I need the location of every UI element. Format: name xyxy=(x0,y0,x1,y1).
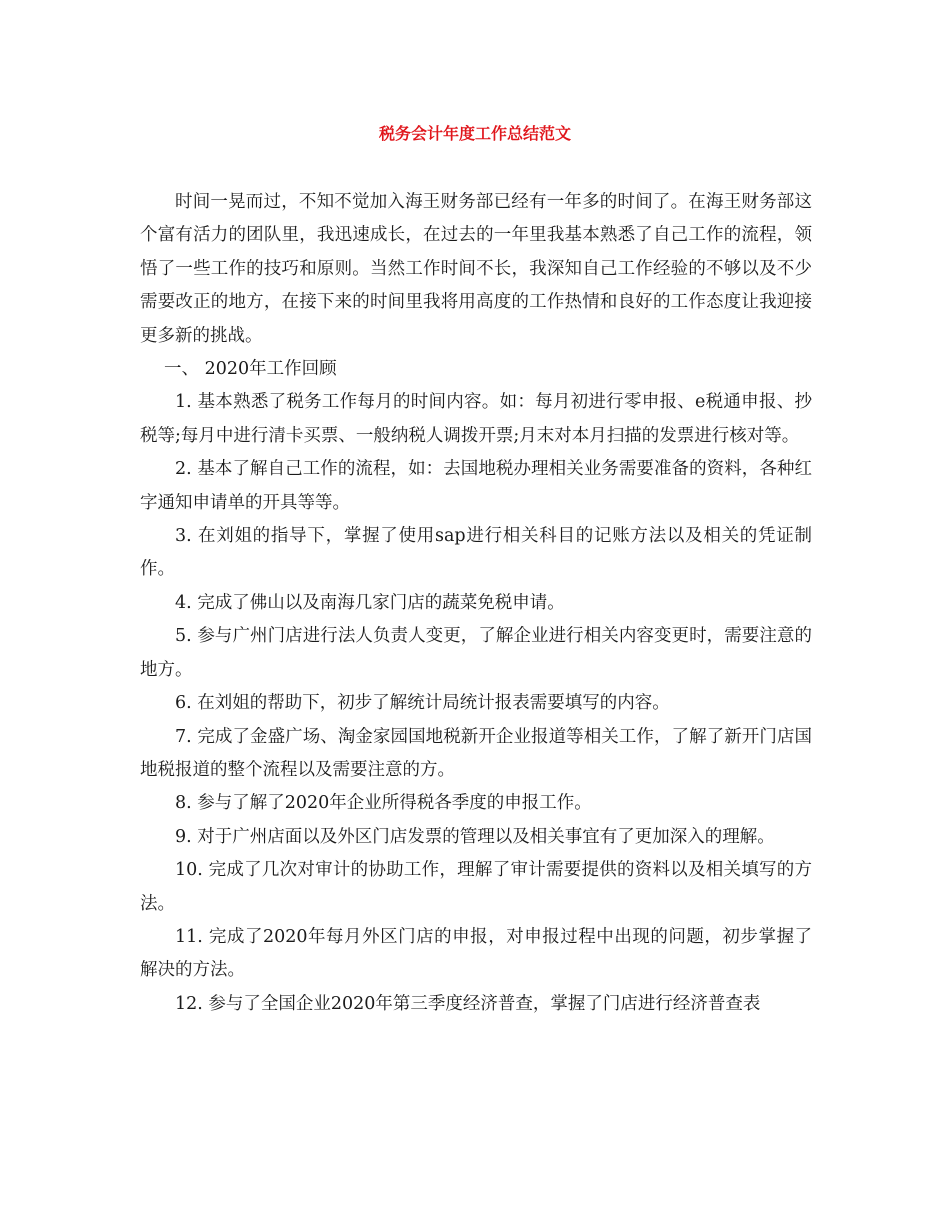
section-heading: 一、 2020年工作回顾 xyxy=(164,359,337,380)
document-body xyxy=(140,186,812,1021)
list-item: 1. 基本熟悉了税务工作每月的时间内容。如：每月初进行零申报、e税通申报、抄税等;每月中进行清卡买票、一般纳税人调拨开票;月末对本月扫描的发票进行核对等。 xyxy=(140,392,812,446)
list-item: 6. 在刘姐的帮助下，初步了解统计局统计报表需要填写的内容。 xyxy=(175,693,670,714)
intro-paragraph: 时间一晃而过，不知不觉加入海王财务部已经有一年多的时间了。在海王财务部这个富有活力的团队里，我迅速成长，在过去的一年里我基本熟悉了自己工作的流程，领悟了一些工作的技巧和原则。当然工作时间不长，我深知自己工作经验的不够以及不少需要改正的地方，在接下来的时间里我将用高度的工作热情和良好的工作态度让我迎接更多新的挑战。 xyxy=(140,192,812,346)
list-item: 4. 完成了佛山以及南海几家门店的蔬菜免税申请。 xyxy=(175,592,565,613)
list-item: 9. 对于广州店面以及外区门店发票的管理以及相关事宜有了更加深入的理解。 xyxy=(175,826,775,847)
list-item: 3. 在刘姐的指导下，掌握了使用sap进行相关科目的记账方法以及相关的凭证制作。 xyxy=(140,526,812,580)
list-item: 12. 参与了全国企业2020年第三季度经济普查，掌握了门店进行经济普查表 xyxy=(175,993,761,1014)
list-item: 8. 参与了解了2020年企业所得税各季度的申报工作。 xyxy=(175,793,592,814)
list-item: 10. 完成了几次对审计的协助工作，理解了审计需要提供的资料以及相关填写的方法。 xyxy=(140,860,812,914)
document-title: 税务会计年度工作总结范文 xyxy=(378,124,571,143)
list-item: 7. 完成了金盛广场、淘金家园国地税新开企业报道等相关工作，了解了新开门店国地税报道的整个流程以及需要注意的方。 xyxy=(140,726,812,780)
list-item: 11. 完成了2020年每月外区门店的申报，对申报过程中出现的问题，初步掌握了解决的方法。 xyxy=(140,926,812,981)
list-item: 2. 基本了解自己工作的流程，如：去国地税办理相关业务需要准备的资料，各种红字通知申请单的开具等等。 xyxy=(140,459,812,513)
list-item: 5. 参与广州门店进行法人负责人变更，了解企业进行相关内容变更时，需要注意的地方。 xyxy=(140,626,812,680)
